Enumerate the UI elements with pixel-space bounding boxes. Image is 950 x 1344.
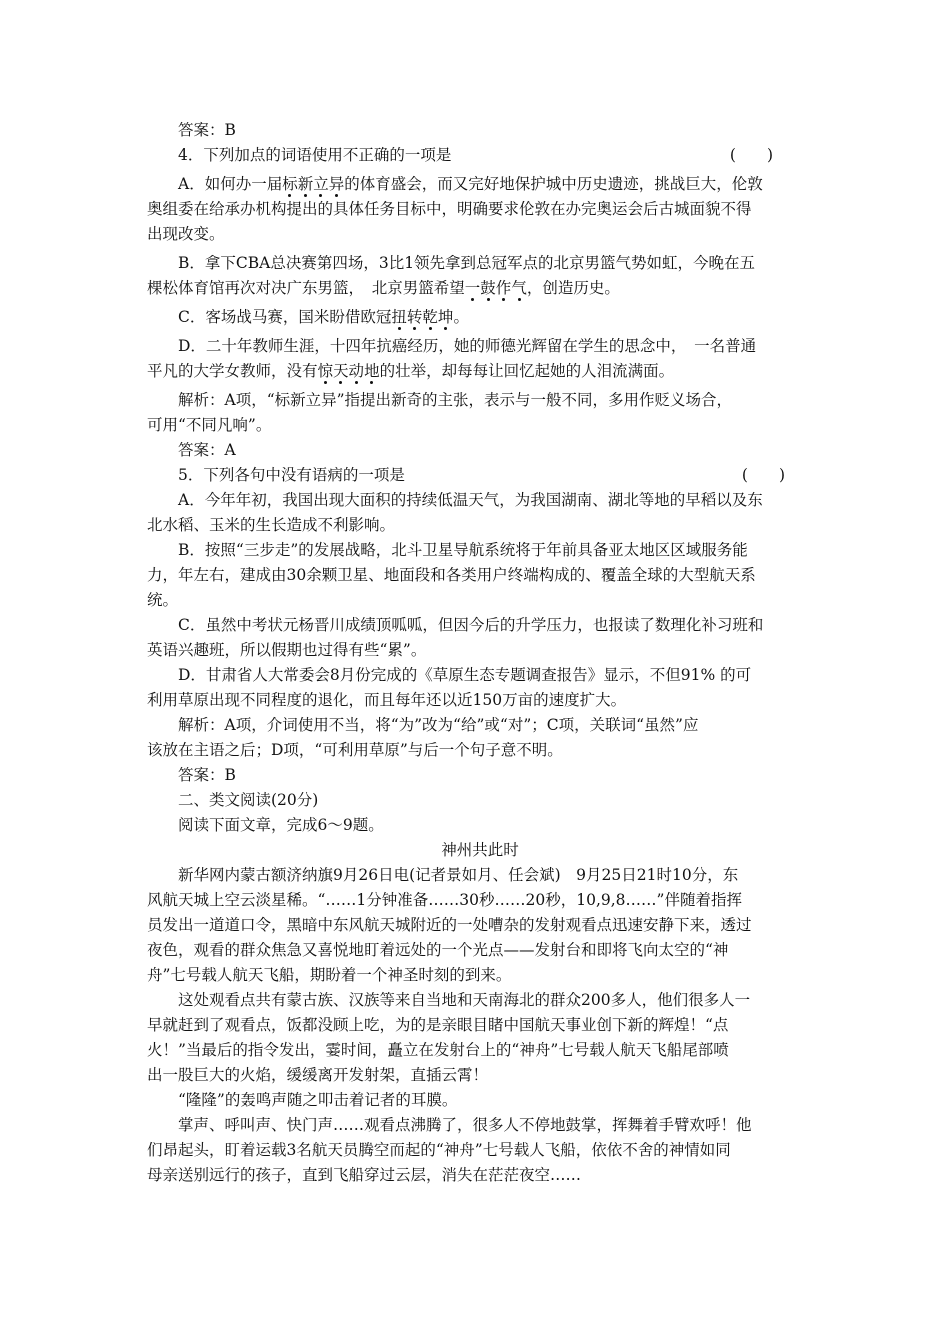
article-p4-line1: 掌声、呼叫声、快门声……观看点沸腾了，很多人不停地鼓掌，挥舞着手臂欢呼！他 bbox=[178, 1116, 752, 1134]
answer-blank-4: ( ) bbox=[729, 146, 773, 164]
option-4b-text: 棵松体育馆再次对决广东男篮， 北京男篮希望 bbox=[147, 279, 465, 297]
option-5a-line1: A．今年年初，我国出现大面积的持续低温天气，为我国湖南、湖北等地的早稻以及东 bbox=[178, 491, 763, 509]
option-4a-text: A．如何办一届 bbox=[178, 175, 283, 193]
article-p1-line2: 风航天城上空云淡星稀。“……1分钟准备……30秒……20秒，10,9,8……”伴随着指挥 bbox=[147, 891, 742, 909]
option-4b-text-rest: ，创造历史。 bbox=[526, 279, 620, 297]
option-5c-line2: 英语兴趣班，所以假期也过得有些“累”。 bbox=[147, 641, 427, 659]
article-p4-line2: 们昂起头，盯着运载3名航天员腾空而起的“神舟”七号载人飞船，依依不舍的神情如同 bbox=[147, 1141, 731, 1159]
option-5d-line2: 利用草原出现不同程度的退化，而且每年还以近150万亩的速度扩大。 bbox=[147, 691, 627, 709]
emphasized-term-4b: 一鼓作气 bbox=[464, 279, 527, 297]
option-4a-text-rest: 的体育盛会，而又完好地保护城中历史遗迹，挑战巨大，伦敦 bbox=[344, 175, 763, 193]
question-4-text: 4．下列加点的词语使用不正确的一项是 bbox=[178, 146, 452, 164]
article-title: 神州共此时 bbox=[441, 841, 519, 859]
option-5b-line3: 统。 bbox=[147, 591, 179, 609]
answer-5: 答案：B bbox=[178, 766, 236, 784]
emphasized-term-4a: 标新立异 bbox=[282, 175, 345, 193]
option-4d-text: 平凡的大学女教师，没有 bbox=[147, 362, 318, 380]
question-4-stem bbox=[147, 143, 813, 168]
option-4c-text: C．客场战马赛，国米盼借欧冠 bbox=[178, 308, 392, 326]
article-p1-line3: 员发出一道道口令，黑暗中东风航天城附近的一处嘈杂的发射观看点迅速安静下来，透过 bbox=[147, 916, 752, 934]
option-4a-line1 bbox=[147, 172, 813, 197]
article-p1-line1: 新华网内蒙古额济纳旗9月26日电(记者景如月、任会斌) 9月25日21时10分，东 bbox=[178, 866, 739, 884]
article-p2-line1: 这处观看点共有蒙古族、汉族等来自当地和天南海北的群众200多人，他们很多人一 bbox=[178, 991, 751, 1009]
option-5a-line2: 北水稻、玉米的生长造成不利影响。 bbox=[147, 516, 396, 534]
explanation-4-line2: 可用“不同凡响”。 bbox=[147, 416, 272, 434]
option-4d-line1: D．二十年教师生涯，十四年抗癌经历，她的师德光辉留在学生的思念中， 一名普通 bbox=[178, 337, 757, 355]
option-4a-line2: 奥组委在给承办机构提出的具体任务目标中，明确要求伦敦在办完奥运会后古城面貌不得 bbox=[147, 200, 752, 218]
article-p1-line4: 夜色，观看的群众焦急又喜悦地盯着远处的一个光点——发射台和即将飞向太空的“神 bbox=[147, 941, 729, 959]
article-p4-line3: 母亲送别远行的孩子，直到飞船穿过云层，消失在茫茫夜空…… bbox=[147, 1166, 582, 1184]
emphasized-term-4d: 惊天动地 bbox=[317, 362, 380, 380]
answer-blank-5: ( ) bbox=[741, 466, 785, 484]
question-5-text: 5．下列各句中没有语病的一项是 bbox=[178, 466, 405, 484]
question-5-stem bbox=[147, 463, 813, 488]
reading-instruction: 阅读下面文章，完成6～9题。 bbox=[178, 816, 384, 834]
article-p3: “隆隆”的轰鸣声随之叩击着记者的耳膜。 bbox=[178, 1091, 458, 1109]
answer-3: 答案：B bbox=[178, 121, 236, 139]
option-4c bbox=[147, 305, 813, 330]
answer-4: 答案：A bbox=[178, 441, 236, 459]
option-4d-text-rest: 的壮举，却每每让回忆起她的人泪流满面。 bbox=[379, 362, 675, 380]
option-4d-line2 bbox=[147, 359, 813, 384]
option-5d-line1: D．甘肃省人大常委会8月份完成的《草原生态专题调查报告》显示，不但91% 的可 bbox=[178, 666, 752, 684]
article-p2-line2: 早就赶到了观看点，饭都没顾上吃，为的是亲眼目睹中国航天事业创下新的辉煌！“点 bbox=[147, 1016, 729, 1034]
option-5c-line1: C．虽然中考状元杨晋川成绩顶呱呱，但因今后的升学压力，也报读了数理化补习班和 bbox=[178, 616, 764, 634]
option-4b-line2 bbox=[147, 276, 813, 301]
option-5b-line2: 力，年左右，建成由30余颗卫星、地面段和各类用户终端构成的、覆盖全球的大型航天系 bbox=[147, 566, 756, 584]
section-heading: 二、类文阅读(20分) bbox=[178, 791, 319, 809]
article-p2-line3: 火！”当最后的指令发出，霎时间，矗立在发射台上的“神舟”七号载人航天飞船尾部喷 bbox=[147, 1041, 729, 1059]
option-4a-line3: 出现改变。 bbox=[147, 225, 225, 243]
explanation-4-line1: 解析：A项，“标新立异”指提出新奇的主张，表示与一般不同，多用作贬义场合， bbox=[178, 391, 733, 409]
explanation-5-line1: 解析：A项，介词使用不当，将“为”改为“给”或“对”；C项，关联词“虽然”应 bbox=[178, 716, 699, 734]
emphasized-term-4c: 扭转乾坤 bbox=[391, 308, 454, 326]
option-4b-line1: B．拿下CBA总决赛第四场，3比1领先拿到总冠军点的北京男篮气势如虹，今晚在五 bbox=[178, 254, 756, 272]
article-p2-line4: 出一股巨大的火焰，缓缓离开发射架，直插云霄！ bbox=[147, 1066, 489, 1084]
document-body bbox=[147, 118, 813, 1188]
option-4c-text-rest: 。 bbox=[453, 308, 469, 326]
option-5b-line1: B．按照“三步走”的发展战略，北斗卫星导航系统将于年前具备亚太地区区域服务能 bbox=[178, 541, 748, 559]
explanation-5-line2: 该放在主语之后；D项，“可利用草原”与后一个句子意不明。 bbox=[147, 741, 563, 759]
article-p1-line5: 舟”七号载人航天飞船，期盼着一个神圣时刻的到来。 bbox=[147, 966, 512, 984]
